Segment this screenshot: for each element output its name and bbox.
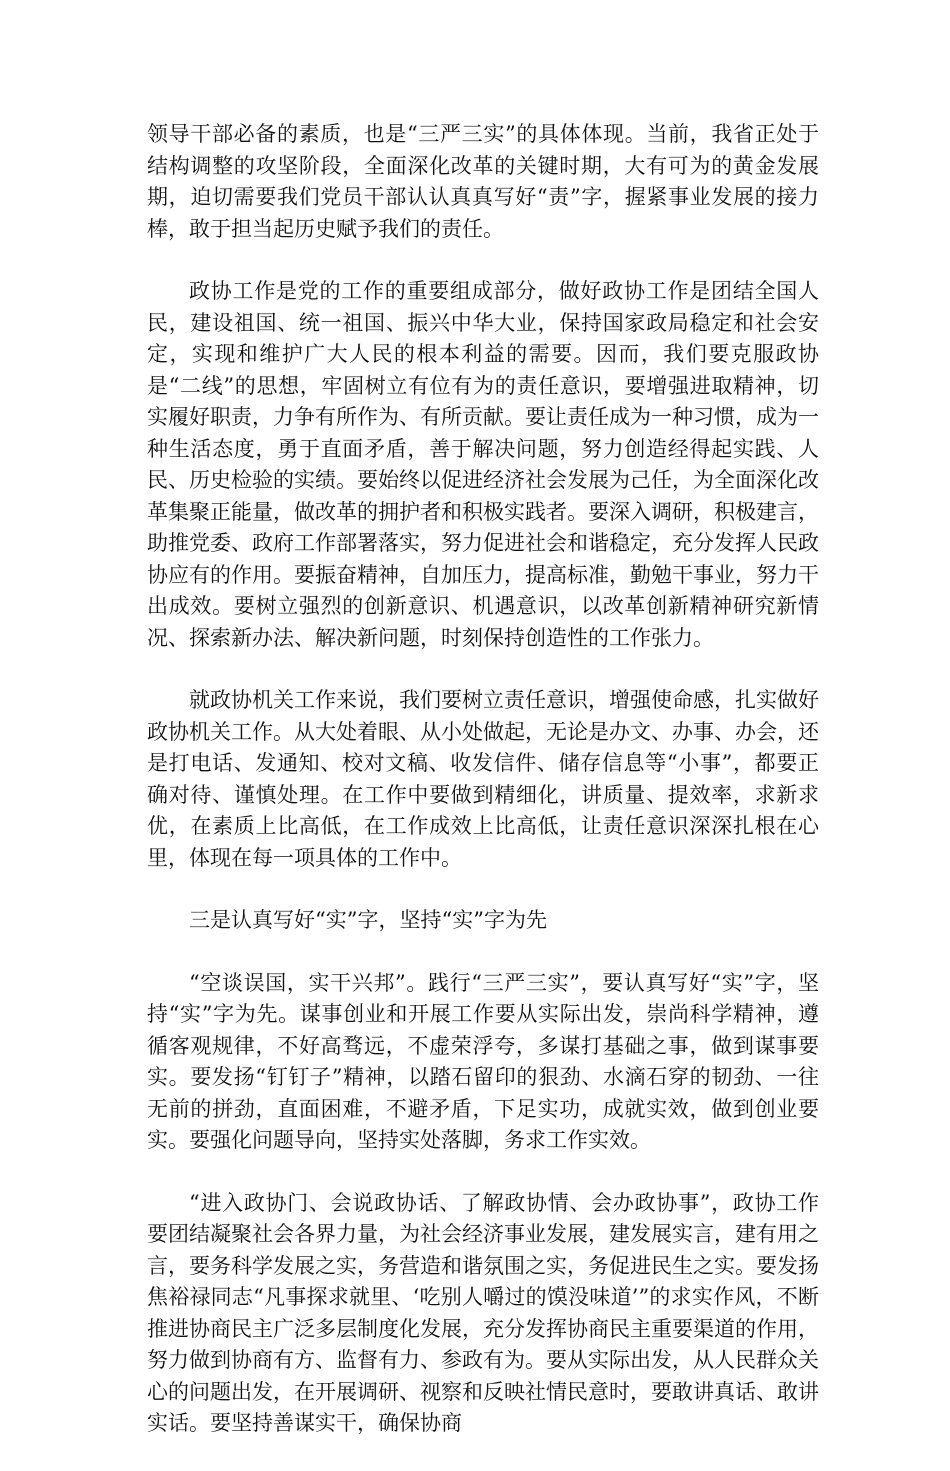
paragraph-cppcc-work: 政协工作是党的工作的重要组成部分，做好政协工作是团结全国人民，建设祖国、统一祖国、振兴中华大业，保持国家政局稳定和社会安定，实现和维护广大人民的根本利益的需要。因而，我们要克服政协是“二线”的思想，牢固树立有位有为的责任意识，要增强进取精神，切实履好职责，力争有所作为、有所贡献。要让责任成为一种习惯，成为一种生活态度，勇于直面矛盾，善于解决问题，努力创造经得起实践、人民、历史检验的实绩。要始终以促进经济社会发展为己任，为全面深化改革集聚正能量，做改革的拥护者和积极实践者。要深入调研，积极建言，助推党委、政府工作部署落实，努力促进社会和谐稳定，充分发挥人民政协应有的作用。要振奋精神，自加压力，提高标准，勤勉干事业，努力干出成效。要树立强烈的创新意识、机遇意识，以改革创新精神研究新情况、探索新办法、解决新问题，时刻保持创造性的工作张力。 xyxy=(147,279,819,650)
paragraph-office-work: 就政协机关工作来说，我们要树立责任意识，增强使命感，扎实做好政协机关工作。从大处着眼、从小处做起，无论是办文、办事、办会，还是打电话、发通知、校对文稿、收发信件、储存信息等“小事”，都要正确对待、谨慎处理。在工作中要做到精细化，讲质量、提效率，求新求优，在素质上比高低，在工作成效上比高低，让责任意识深深扎根在心里，体现在每一项具体的工作中。 xyxy=(147,688,819,870)
paragraph-cppcc-practice: “进入政协门、会说政协话、了解政协情、会办政协事”，政协工作要团结凝聚社会各界力量，为社会经济事业发展，建发展实言，建有用之言，要务科学发展之实，务营造和谐氛围之实，务促进民生之实。要发扬焦裕禄同志“凡事探求就里、‘吃别人嚼过的馍没味道’”的求实作风，不断推进协商民主广泛多层制度化发展，充分发挥协商民主重要渠道的作用，努力做到协商有方、监督有力、参政有为。要从实际出发，从人民群众关心的问题出发，在开展调研、视察和反映社情民意时，要敢讲真话、敢讲实话。要坚持善谋实干，确保协商 xyxy=(147,1190,819,1435)
paragraph-practical-work: “空谈误国，实干兴邦”。践行“三严三实”，要认真写好“实”字，坚持“实”字为先。谋事创业和开展工作要从实际出发，崇尚科学精神，遵循客观规律，不好高骛远，不虚荣浮夸，多谋打基础之事，做到谋事要实。要发扬“钉钉子”精神，以踏石留印的狠劲、水滴石穿的韧劲、一往无前的拼劲，直面困难，不避矛盾，下足实功，成就实效，做到创业要实。要强化问题导向，坚持实处落脚，务求工作实效。 xyxy=(147,970,819,1152)
paragraph-leadership-responsibility: 领导干部必备的素质，也是“三严三实”的具体体现。当前，我省正处于结构调整的攻坚阶段，全面深化改革的关键时期，大有可为的黄金发展期，迫切需要我们党员干部认认真真写好“责”字，握紧事业发展的接力棒，敢于担当起历史赋予我们的责任。 xyxy=(147,122,819,241)
section-heading: 三是认真写好“实”字，坚持“实”字为先 xyxy=(189,908,547,932)
document-body xyxy=(147,119,819,1471)
